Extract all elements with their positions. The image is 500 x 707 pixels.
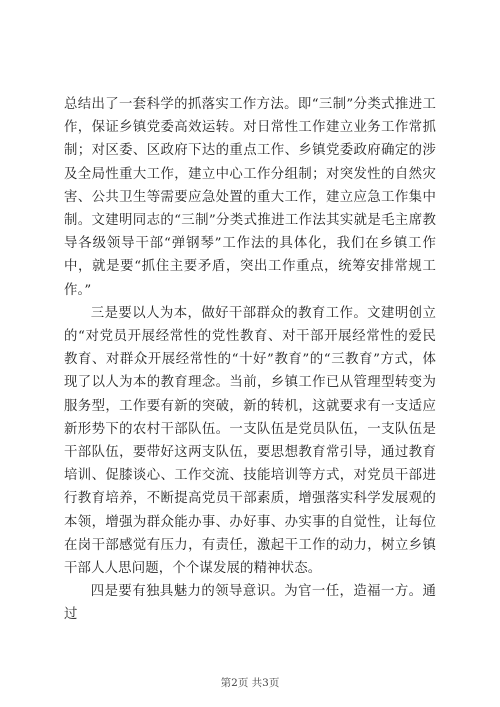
paragraph-2: 三是要以人为本，做好干部群众的教育工作。文建明创立的“对党员开展经常性的党性教育、对干部开展经常性的爱民教育、对群众开展经常性的“十好”教育”的“三教育”方式，体现了以人为本的教育理念。当前，乡镇工作已从管理型转变为服务型，工作要有新的突破，新的转机，这就要求有一支适应新形势下的农村干部队伍。一支队伍是党员队伍，一支队伍是干部队伍，要带好这两支队伍，要思想教育常引导，通过教育培训、促膝谈心、工作交流、技能培训等方式，对党员干部进行教育培养，不断提高党员干部素质，增强落实科学发展观的本领，增强为群众能办事、办好事、办实事的自觉性，让每位在岗干部感觉有压力，有责任，激起干工作的动力，树立乡镇干部人人思问题，个个谋发展的精神状态。 [64, 305, 436, 577]
page-number-footer: 第2页 共3页 [220, 677, 280, 689]
paragraph-1: 总结出了一套科学的抓落实工作方法。即“三制”分类式推进工作，保证乡镇党委高效运转。对日常性工作建立业务工作常抓制；对区委、区政府下达的重点工作、乡镇党委政府确定的涉及全局性重大工作，建立中心工作分组制；对突发性的自然灾害、公共卫生等需要应急处置的重大工作，建立应急工作集中制。文建明同志的“三制”分类式推进工作法其实就是毛主席教导各级领导干部“弹钢琴”工作法的具体化，我们在乡镇工作中，就是要“抓住主要矛盾，突出工作重点，统筹安排常规工作。” [64, 97, 436, 298]
document-body [64, 93, 436, 627]
paragraph-3: 四是要有独具魅力的领导意识。为官一任，造福一方。通过 [64, 584, 436, 623]
